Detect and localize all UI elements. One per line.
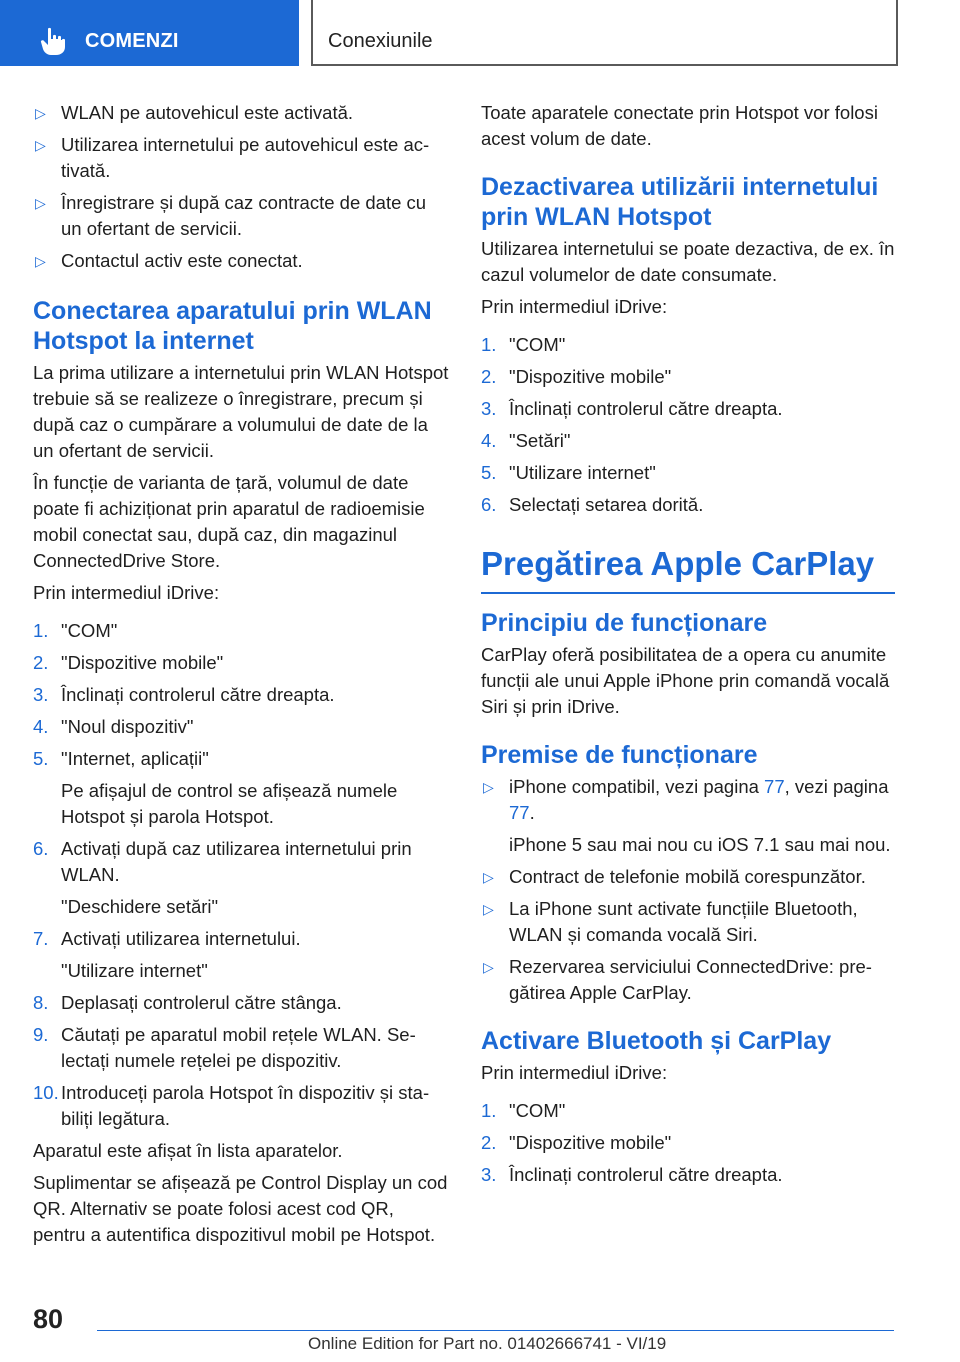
step-number: 4. [33,716,49,737]
section-label: COMENZI [85,30,179,52]
chapter-title: Conexiunile [328,30,433,52]
step-item [481,332,895,358]
step-text: Înclinați controlerul către dreapta. [61,684,335,705]
list-item: ▷ Înregistrare și după caz contracte de date cu un ofertant de servicii. [35,192,427,239]
chapter-heading: Pregătirea Apple CarPlay [481,544,895,594]
triangle-bullet-icon: ▷ [35,253,46,269]
step-item [481,492,895,518]
chapter-header [311,0,898,66]
step-item [33,714,449,740]
step-number: 7. [33,928,49,949]
section-heading: Activare Bluetooth și CarPlay [481,1027,832,1055]
step-text: "Utilizare internet" [61,960,208,981]
section-heading: Principiu de funcționare [481,609,768,637]
step-text: Activați după caz utilizarea internetului prin WLAN. [61,838,412,885]
step-text: Căutați pe aparatul mobil rețele WLAN. Selectați numele rețelei pe dispozitiv. [61,1024,416,1071]
paragraph: Utilizarea internetului se poate dezactiva, de ex. în cazul volumelor de date consumate. [481,238,895,285]
triangle-bullet-icon: ▷ [483,959,494,975]
step-text: "COM" [509,334,566,355]
section-heading: Conectarea aparatului prin WLAN Hotspot la internet [33,297,432,355]
step-list [33,618,449,1132]
list-item: ▷ La iPhone sunt activate funcțiile Bluetooth, WLAN și comanda vocală Siri. [483,898,858,945]
paragraph: CarPlay oferă posibilitatea de a opera cu anumite funcții ale unui Apple iPhone prin comandă vocală Siri și prin iDrive. [481,644,890,717]
triangle-bullet-icon: ▷ [35,105,46,121]
step-text: Pe afișajul de control se afișează numele Hotspot și parola Hotspot. [61,780,398,827]
step-text: "Utilizare internet" [509,462,656,483]
step-item [481,1098,895,1124]
triangle-bullet-icon: ▷ [35,137,46,153]
step-text: "Internet, aplicații" [61,748,209,769]
step-text: "Setări" [509,430,571,451]
list-item: ▷ WLAN pe autovehicul este activată. [33,100,449,126]
list-item: ▷ Contactul activ este conectat. [33,248,449,274]
step-item [481,1162,895,1188]
step-number: 2. [33,652,49,673]
step-item [33,926,449,952]
step-number: 3. [481,398,497,419]
step-text: Deplasați controlerul către stânga. [61,992,342,1013]
paragraph: Prin intermediul iDrive: [33,582,220,603]
step-note [33,894,449,920]
step-text: Înclinați controlerul către dreapta. [509,398,783,419]
section-tab[interactable] [0,0,299,66]
step-item [33,682,449,708]
step-number: 1. [33,620,49,641]
step-number: 2. [481,366,497,387]
footer-rule [97,1330,894,1331]
edition-note: Online Edition for Part no. 01402666741 - VI/19 [308,1334,667,1353]
step-number: 6. [33,838,49,859]
left-column [33,100,449,1254]
step-item [33,836,449,888]
step-text: "Deschidere setări" [61,896,219,917]
right-column [481,100,895,1194]
step-item [33,1080,449,1132]
step-item [481,1130,895,1156]
step-item [33,1022,449,1074]
step-item [481,364,895,390]
pointing-hand-icon [40,27,66,55]
step-number: 3. [481,1164,497,1185]
step-text: "Noul dispozitiv" [61,716,194,737]
step-number: 8. [33,992,49,1013]
step-item [33,650,449,676]
paragraph: Prin intermediul iDrive: [481,296,668,317]
step-item [33,746,449,772]
step-number: 5. [481,462,497,483]
step-note [33,778,449,830]
paragraph: Prin intermediul iDrive: [481,1062,668,1083]
step-text: "COM" [61,620,118,641]
step-item [481,428,895,454]
step-item [33,618,449,644]
page-link[interactable]: 77 [764,776,785,797]
triangle-bullet-icon: ▷ [483,869,494,885]
paragraph: În funcție de varianta de țară, volumul de date poate fi achiziționat prin aparatul de radioemisie mobil conectat sau, după caz, din magazinul ConnectedDrive Store. [33,472,425,571]
step-list [481,332,895,518]
step-number: 3. [33,684,49,705]
step-number: 4. [481,430,497,451]
step-text: "Dispozitive mobile" [509,1132,672,1153]
list-item: ▷ iPhone compatibil, vezi pagina 77, vezi pagina 77. [483,776,889,823]
step-text: Activați utilizarea internetului. [61,928,301,949]
step-list [481,1098,895,1188]
step-note [33,958,449,984]
step-text: Introduceți parola Hotspot în dispozitiv și stabiliți legătura. [61,1082,430,1129]
paragraph: Suplimentar se afișează pe Control Display un cod QR. Alternativ se poate folosi acest cod QR, pentru a autentifica dispozitivul mobil pe Hotspot. [33,1172,448,1245]
list-item: ▷ Rezervarea serviciului ConnectedDrive: pregătirea Apple CarPlay. [483,956,872,1003]
step-item [481,396,895,422]
list-item-note: iPhone 5 sau mai nou cu iOS 7.1 sau mai nou. [509,834,891,855]
step-item [33,990,449,1016]
section-heading: Premise de funcționare [481,741,758,769]
step-number: 2. [481,1132,497,1153]
step-item [481,460,895,486]
step-number: 1. [481,334,497,355]
step-number: 5. [33,748,49,769]
step-text: Înclinați controlerul către dreapta. [509,1164,783,1185]
triangle-bullet-icon: ▷ [483,779,494,795]
paragraph: La prima utilizare a internetului prin WLAN Hotspot trebuie să se realizeze o înregistrare, precum și după caz o cumpărare a volumului de date de la un ofertant de servicii. [33,362,449,461]
list-item: ▷ Utilizarea internetului pe autovehicul este activată. [35,134,430,181]
paragraph: Toate aparatele conectate prin Hotspot vor folosi acest volum de date. [481,102,878,149]
section-heading: Dezactivarea utilizării internetului prin WLAN Hotspot [481,173,879,231]
triangle-bullet-icon: ▷ [35,195,46,211]
step-text: "Dispozitive mobile" [509,366,672,387]
page-number: 80 [33,1304,64,1334]
step-number: 1. [481,1100,497,1121]
paragraph: Aparatul este afișat în lista aparatelor. [33,1140,343,1161]
step-number: 10. [33,1082,59,1103]
step-text: Selectați setarea dorită. [509,494,704,515]
triangle-bullet-icon: ▷ [483,901,494,917]
step-text: "COM" [509,1100,566,1121]
step-text: "Dispozitive mobile" [61,652,224,673]
list-item: ▷ Contract de telefonie mobilă corespunzător. [481,864,895,890]
step-number: 6. [481,494,497,515]
page-link[interactable]: 77 [509,802,530,823]
step-number: 9. [33,1024,49,1045]
